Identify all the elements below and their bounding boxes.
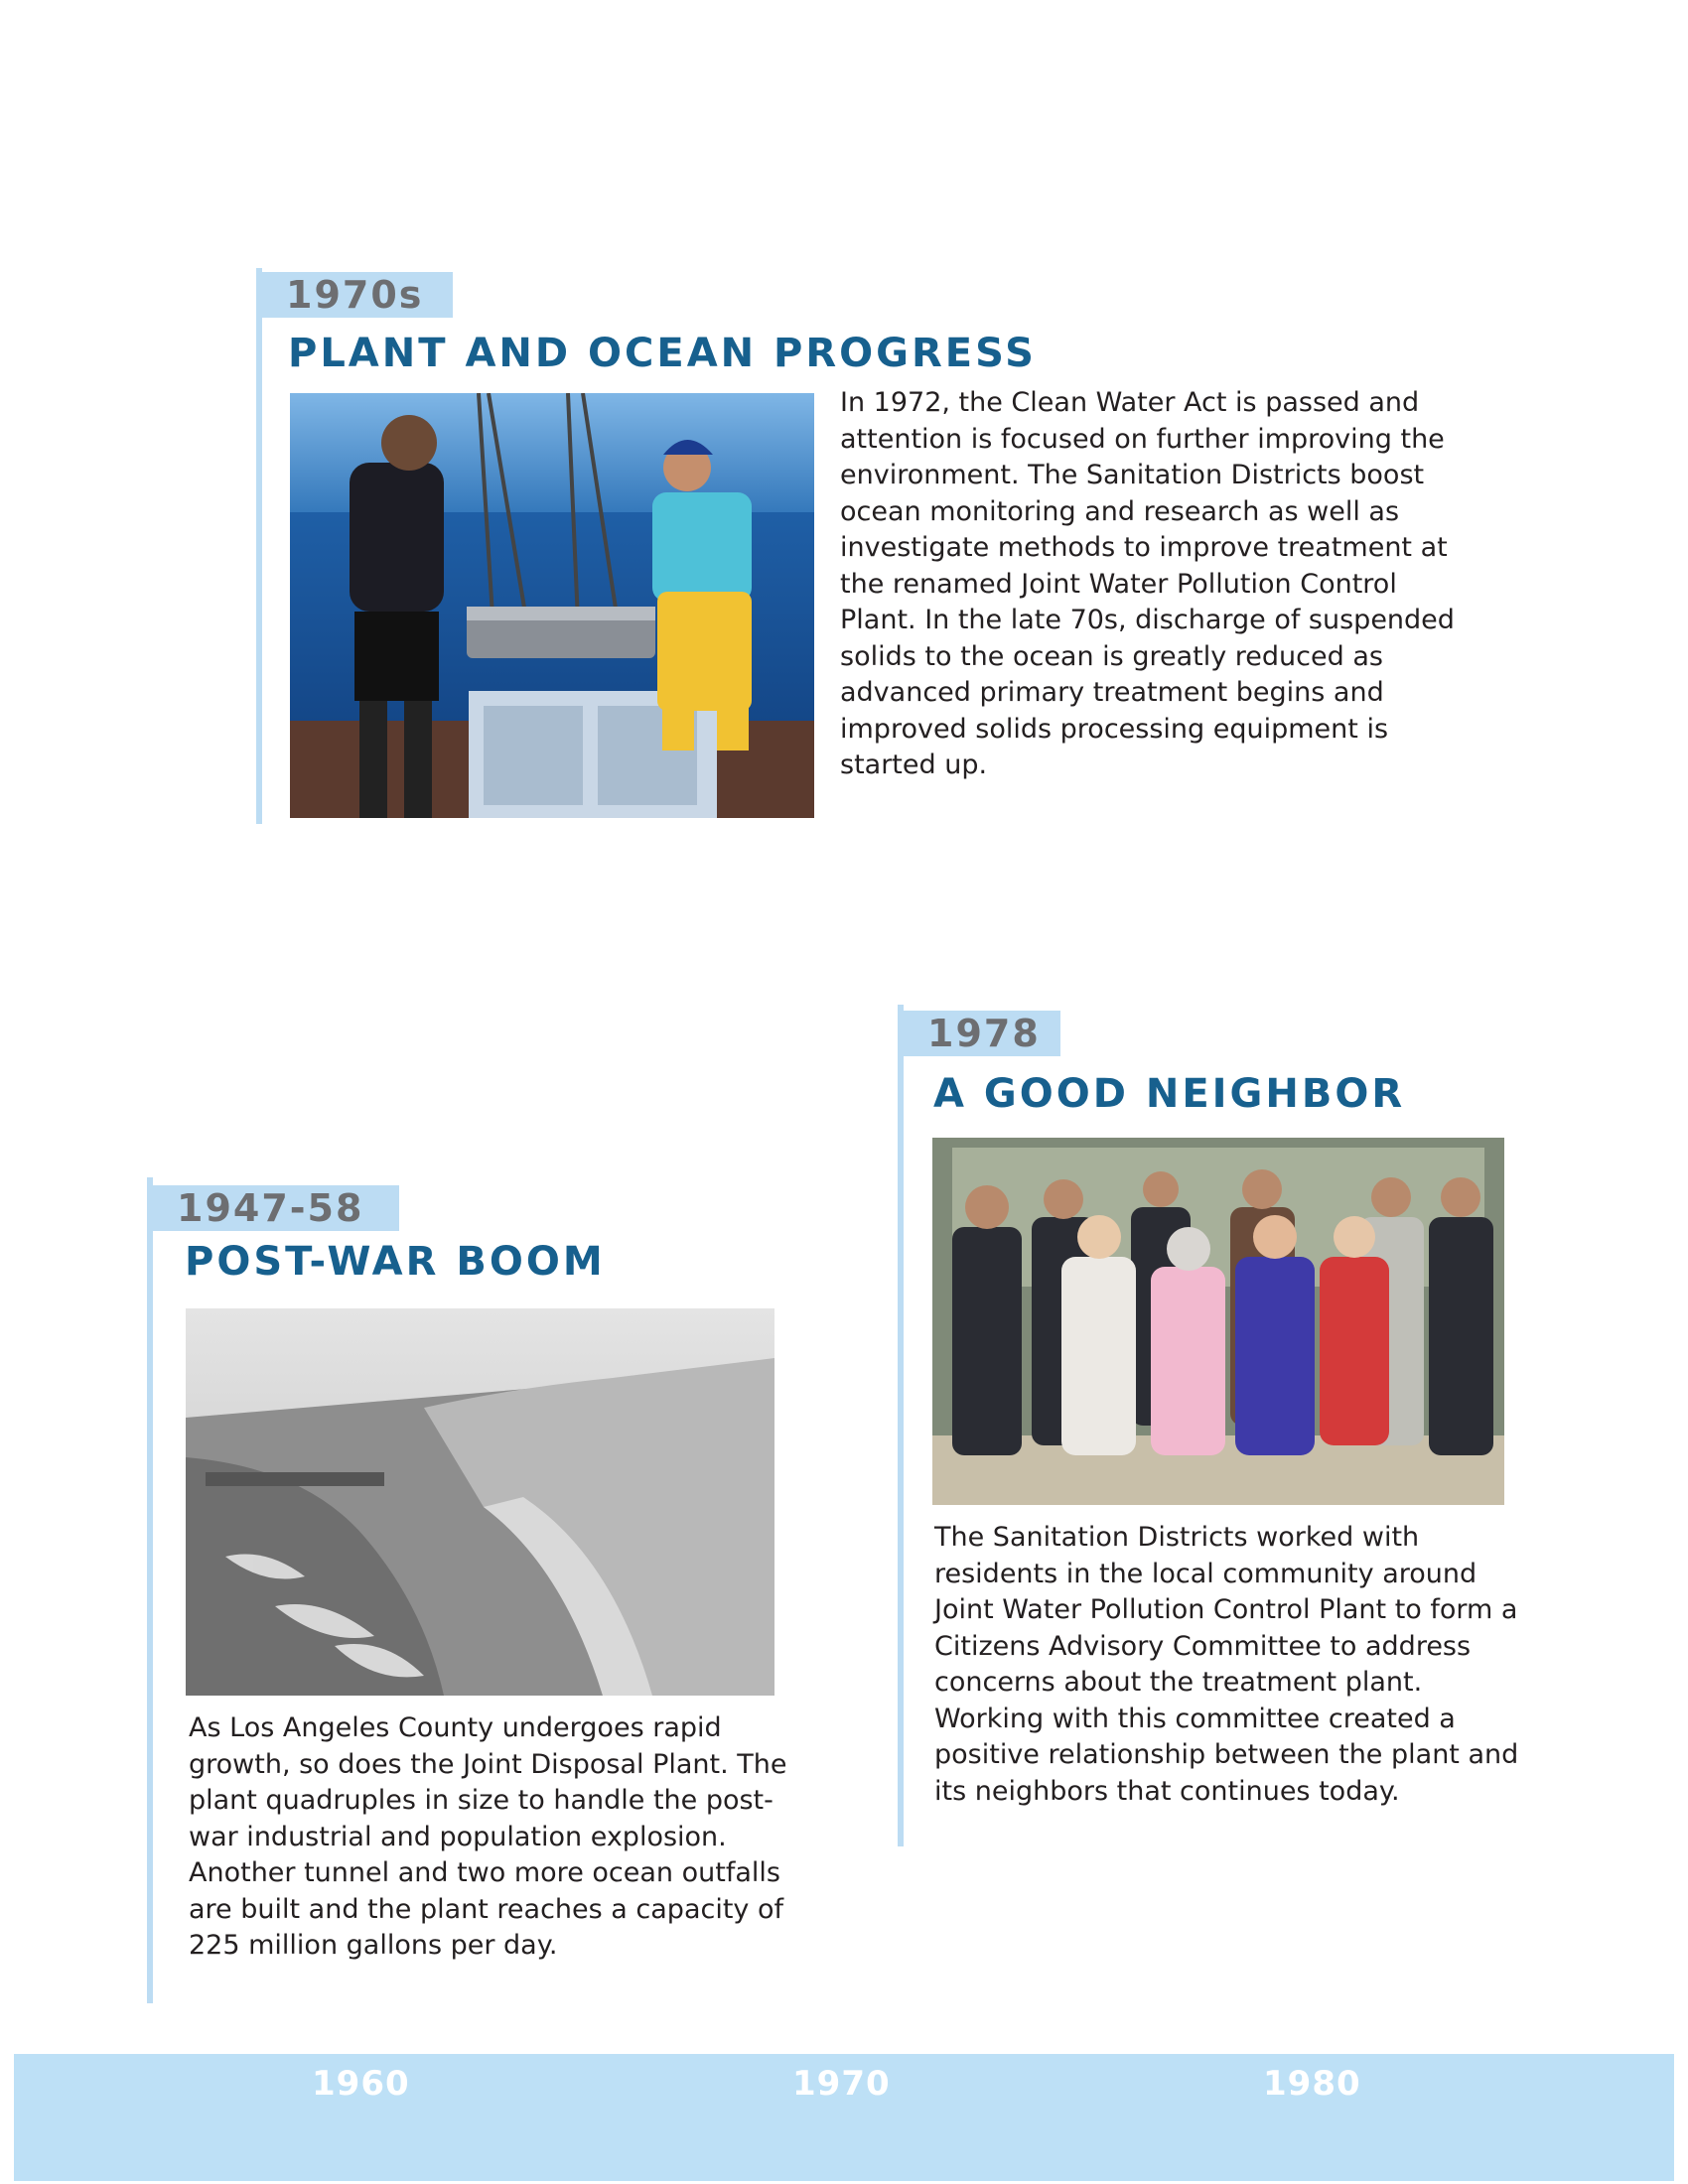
period-label: 1947-58 xyxy=(147,1185,399,1231)
section-body: In 1972, the Clean Water Act is passed and attention is focused on further improving the environment. The Sanitation Districts boost ocean monitoring and research as well as investigate methods to improve treatment at the renamed Joint Water Pollution Control Plant. In the late 70s, discharge of suspended solids to the ocean is greatly reduced as advanced primary treatment begins and improved solids processing equipment is started up. xyxy=(840,387,1455,780)
section-accent-bar xyxy=(898,1005,904,1846)
section-heading: POST-WAR BOOM xyxy=(185,1239,606,1285)
section-body: The Sanitation Districts worked with residents in the local community around Joint Water Pollution Control Plant to form a Citizens Advisory Committee to address concerns about the treatment plant. Working with this committee created a positive relationship between the plant and its neighbors that continues today. xyxy=(934,1522,1519,1807)
timeline-label-1960: 1960 xyxy=(312,2064,410,2104)
ocean-sampling-photo xyxy=(290,393,814,818)
section-body: As Los Angeles County undergoes rapid growth, so does the Joint Disposal Plant. The plant quadruples in size to handle the post-war industrial and population explosion. Another tunnel and two more ocean outfalls are built and the plant reaches a capacity of 225 million gallons per day. xyxy=(189,1712,787,1961)
coastline-aerial-photo xyxy=(186,1308,774,1696)
section-accent-bar xyxy=(256,268,262,824)
timeline-label-1980: 1980 xyxy=(1263,2064,1361,2104)
section-heading: PLANT AND OCEAN PROGRESS xyxy=(288,331,1037,376)
section-heading: A GOOD NEIGHBOR xyxy=(933,1071,1406,1117)
community-group-photo xyxy=(932,1138,1504,1505)
period-label: 1970s xyxy=(256,272,453,318)
period-label: 1978 xyxy=(898,1011,1060,1056)
timeline-label-1970: 1970 xyxy=(792,2064,891,2104)
section-accent-bar xyxy=(147,1177,153,2003)
timeline-bar xyxy=(14,2054,1674,2181)
